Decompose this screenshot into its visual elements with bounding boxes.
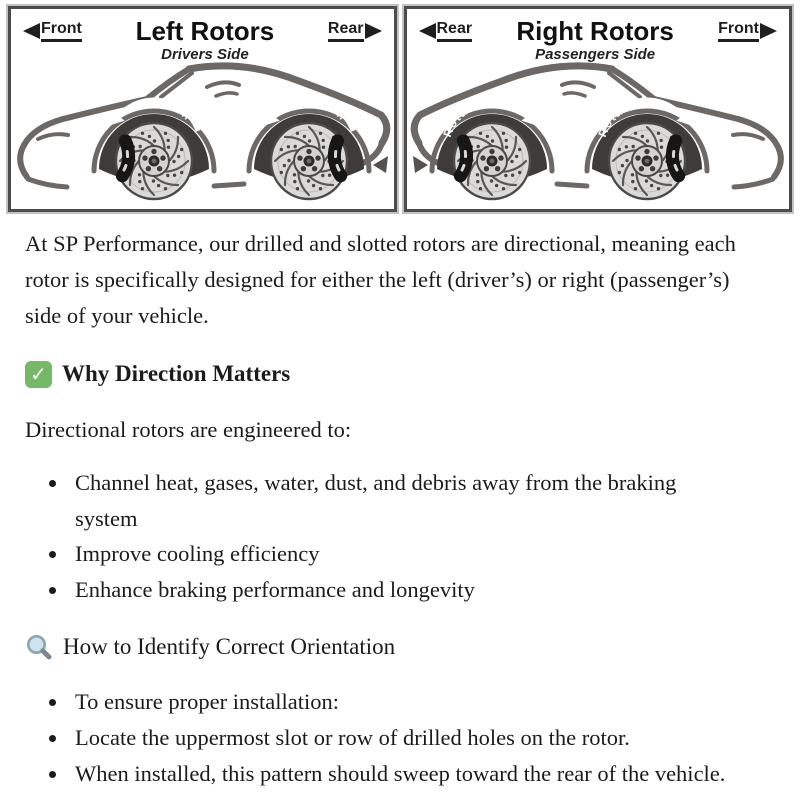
list-item: • To ensure proper installation: (69, 684, 734, 720)
arrow-right-icon (365, 23, 382, 39)
left-panel-header (11, 9, 394, 64)
why-section-lead: Directional rotors are engineered to: (25, 417, 352, 442)
panel-subtitle: Drivers Side (161, 46, 249, 64)
right-panel-header (407, 9, 790, 64)
direction-label-text: Rear (437, 21, 473, 42)
arrow-left-icon (23, 23, 40, 39)
left-car-illustration (11, 55, 394, 207)
why-direction-matters-heading (25, 359, 775, 389)
left-rotors-panel (8, 6, 397, 212)
front-direction-label (718, 21, 777, 42)
check-icon: ✓ (25, 361, 52, 388)
list-item: • Enhance braking performance and longevity (69, 572, 734, 608)
panel-subtitle: Passengers Side (535, 46, 656, 64)
magnifier-icon (25, 633, 53, 661)
intro-paragraph: At SP Performance, our drilled and slotted rotors are directional, meaning each rotor is specifically designed for either the left (driver’s) or right (passenger’s) side of your vehicle. (25, 231, 736, 328)
arrow-left-icon (419, 23, 436, 39)
identify-bullet-list (25, 684, 775, 792)
rotor-direction-diagram (8, 6, 792, 212)
front-wheel-left-car (94, 97, 214, 199)
rear-wheel-right-car (432, 97, 552, 199)
section-title: How to Identify Correct Orientation (63, 634, 396, 659)
why-bullet-list (25, 465, 775, 607)
rear-direction-label (419, 21, 473, 42)
rear-wheel-left-car (249, 97, 369, 199)
direction-label-text: Front (41, 21, 82, 42)
identify-orientation-heading (25, 632, 775, 662)
rear-direction-label (328, 21, 382, 42)
right-rotors-panel (404, 6, 793, 212)
direction-label-text: Front (718, 21, 759, 42)
panel-title: Left Rotors (135, 16, 275, 46)
front-direction-label (23, 21, 82, 42)
panel-title: Right Rotors (516, 16, 674, 46)
arrow-right-icon (760, 23, 777, 39)
right-car-illustration (407, 55, 790, 207)
section-title: Why Direction Matters (62, 361, 291, 386)
front-wheel-right-car (587, 97, 707, 199)
list-item: • When installed, this pattern should sweep toward the rear of the vehicle. (69, 756, 734, 792)
list-item: • Channel heat, gases, water, dust, and debris away from the braking system (69, 465, 734, 536)
list-item: • Improve cooling efficiency (69, 536, 734, 572)
list-item: • Locate the uppermost slot or row of drilled holes on the rotor. (69, 720, 734, 756)
direction-label-text: Rear (328, 21, 364, 42)
article-body (8, 226, 792, 792)
